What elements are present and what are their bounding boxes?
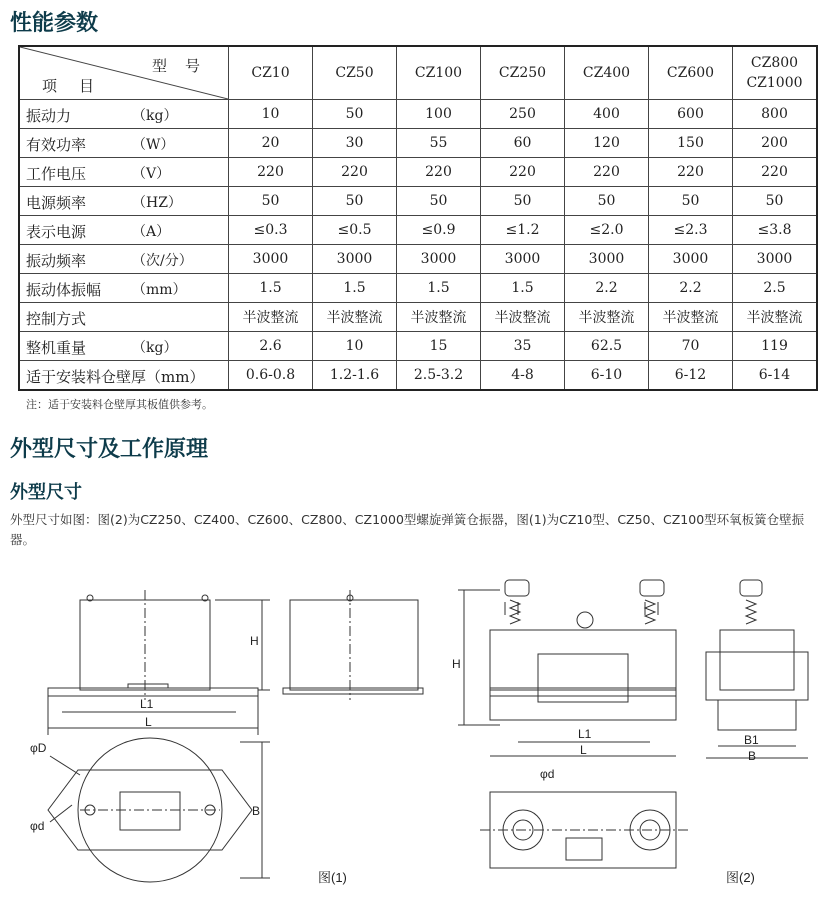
table-cell: 120 bbox=[565, 129, 649, 158]
table-cell: 600 bbox=[649, 100, 733, 129]
row-label-cell bbox=[19, 129, 229, 158]
row-parameter-name: 振动频率 bbox=[26, 252, 87, 270]
table-row bbox=[19, 216, 817, 245]
row-label-cell bbox=[19, 216, 229, 245]
dim-label-phid-large: φD bbox=[30, 741, 47, 755]
dim-label-h-fig1: H bbox=[250, 634, 259, 648]
row-parameter-name: 工作电压 bbox=[26, 165, 87, 183]
table-cell: 1.2-1.6 bbox=[313, 361, 397, 391]
table-row bbox=[19, 129, 817, 158]
table-row bbox=[19, 187, 817, 216]
row-parameter-unit: （次/分） bbox=[132, 253, 193, 269]
table-cell: 3000 bbox=[481, 245, 565, 274]
table-cell: 60 bbox=[481, 129, 565, 158]
row-parameter-name: 电源频率 bbox=[26, 194, 87, 212]
row-parameter-name: 振动力 bbox=[26, 107, 72, 125]
fig1-caption: 图(1) bbox=[318, 870, 347, 885]
row-parameter-unit: （HZ） bbox=[132, 195, 182, 211]
row-label-cell bbox=[19, 361, 229, 391]
table-cell: 50 bbox=[565, 187, 649, 216]
fig2-caption: 图(2) bbox=[726, 870, 755, 885]
model-header-cz600: CZ600 bbox=[649, 46, 733, 100]
table-cell: 50 bbox=[313, 100, 397, 129]
table-cell: 3000 bbox=[229, 245, 313, 274]
table-cell: 220 bbox=[733, 158, 818, 187]
table-cell: 半波整流 bbox=[481, 303, 565, 332]
model-header-cz50: CZ50 bbox=[313, 46, 397, 100]
table-header-row bbox=[19, 46, 817, 100]
fig2-top-view bbox=[480, 767, 690, 868]
row-parameter-name: 控制方式 bbox=[26, 310, 87, 328]
table-cell: 1.5 bbox=[229, 274, 313, 303]
fig1-top-view bbox=[30, 738, 270, 882]
row-parameter-unit: （kg） bbox=[132, 340, 178, 356]
dimension-drawings bbox=[0, 560, 821, 904]
table-cell: 3000 bbox=[649, 245, 733, 274]
row-label-cell bbox=[19, 274, 229, 303]
row-parameter-unit: （V） bbox=[132, 166, 171, 182]
table-cell: 半波整流 bbox=[397, 303, 481, 332]
table-cell: 220 bbox=[313, 158, 397, 187]
corner-label-model: 型号 bbox=[152, 57, 219, 75]
table-cell: 50 bbox=[229, 187, 313, 216]
dim-label-b-fig1: B bbox=[252, 804, 261, 818]
table-cell: 55 bbox=[397, 129, 481, 158]
table-cell: 6-14 bbox=[733, 361, 818, 391]
row-parameter-name: 表示电源 bbox=[26, 223, 87, 241]
dim-label-phid-fig2: φd bbox=[540, 767, 555, 781]
table-cell: 220 bbox=[565, 158, 649, 187]
table-row bbox=[19, 303, 817, 332]
dim-label-b1-fig2: B1 bbox=[744, 733, 759, 747]
table-cell: 4-8 bbox=[481, 361, 565, 391]
table-cell: 10 bbox=[229, 100, 313, 129]
table-cell: ≤2.0 bbox=[565, 216, 649, 245]
table-cell: 3000 bbox=[397, 245, 481, 274]
table-row bbox=[19, 274, 817, 303]
table-row bbox=[19, 100, 817, 129]
table-cell: 15 bbox=[397, 332, 481, 361]
table-row bbox=[19, 332, 817, 361]
table-cell: ≤0.5 bbox=[313, 216, 397, 245]
table-cell: 1.5 bbox=[481, 274, 565, 303]
row-label-cell bbox=[19, 187, 229, 216]
row-label-cell bbox=[19, 332, 229, 361]
table-cell: ≤0.9 bbox=[397, 216, 481, 245]
table-cell: 50 bbox=[481, 187, 565, 216]
row-parameter-unit: （W） bbox=[132, 137, 175, 153]
table-cell: 50 bbox=[313, 187, 397, 216]
fig1-side-view bbox=[48, 590, 270, 735]
table-cell: 10 bbox=[313, 332, 397, 361]
table-cell: ≤1.2 bbox=[481, 216, 565, 245]
section-title-dimensions-principle: 外型尺寸及工作原理 bbox=[10, 437, 209, 462]
table-cell: 6-12 bbox=[649, 361, 733, 391]
dim-label-h-fig2: H bbox=[452, 657, 461, 671]
table-cell: 0.6-0.8 bbox=[229, 361, 313, 391]
dimensions-description: 外型尺寸如图：图(2)为CZ250、CZ400、CZ600、CZ800、CZ1000型螺旋弹簧仓振器，图(1)为CZ10型、CZ50、CZ100型环氧板簧仓壁振器。 bbox=[10, 512, 805, 547]
table-cell: 400 bbox=[565, 100, 649, 129]
row-parameter-name: 振动体振幅 bbox=[26, 281, 102, 299]
fig2-side-view bbox=[452, 580, 676, 757]
row-parameter-unit: （A） bbox=[132, 224, 171, 240]
table-cell: 30 bbox=[313, 129, 397, 158]
table-cell: 半波整流 bbox=[565, 303, 649, 332]
table-cell: 2.2 bbox=[649, 274, 733, 303]
table-row bbox=[19, 245, 817, 274]
fig1-front-view bbox=[283, 590, 423, 700]
table-cell: 100 bbox=[397, 100, 481, 129]
model-header-cz800-cz1000 bbox=[733, 46, 818, 100]
table-footnote: 注：适于安装料仓壁厚其板值供参考。 bbox=[26, 398, 213, 411]
fig2-end-view bbox=[706, 580, 808, 763]
dim-label-phid-small-fig1: φd bbox=[30, 819, 45, 833]
dim-label-l1-fig2: L1 bbox=[578, 727, 592, 741]
table-cell: 6-10 bbox=[565, 361, 649, 391]
subsection-title-dimensions: 外型尺寸 bbox=[10, 482, 82, 503]
row-parameter-name: 有效功率 bbox=[26, 136, 87, 154]
table-cell: 2.6 bbox=[229, 332, 313, 361]
table-cell: 3000 bbox=[313, 245, 397, 274]
table-cell: 20 bbox=[229, 129, 313, 158]
table-cell: 50 bbox=[733, 187, 818, 216]
row-parameter-unit: （kg） bbox=[132, 108, 178, 124]
table-cell: 半波整流 bbox=[313, 303, 397, 332]
row-parameter-name: 适于安装料仓壁厚（mm） bbox=[26, 368, 205, 386]
table-cell: 3000 bbox=[565, 245, 649, 274]
model-header-cz1000: CZ1000 bbox=[746, 75, 803, 91]
table-cell: 1.5 bbox=[313, 274, 397, 303]
row-label-cell bbox=[19, 100, 229, 129]
dim-label-b-fig2: B bbox=[748, 749, 757, 763]
row-label-cell bbox=[19, 245, 229, 274]
table-cell: 220 bbox=[481, 158, 565, 187]
table-cell: 200 bbox=[733, 129, 818, 158]
table-cell: 150 bbox=[649, 129, 733, 158]
section-title-performance: 性能参数 bbox=[10, 11, 99, 36]
model-header-cz10: CZ10 bbox=[229, 46, 313, 100]
table-cell: 50 bbox=[649, 187, 733, 216]
row-label-cell bbox=[19, 303, 229, 332]
model-header-cz250: CZ250 bbox=[481, 46, 565, 100]
table-cell: 220 bbox=[397, 158, 481, 187]
model-header-cz800: CZ800 bbox=[750, 55, 799, 71]
table-cell: 62.5 bbox=[565, 332, 649, 361]
table-cell: 119 bbox=[733, 332, 818, 361]
table-cell: 35 bbox=[481, 332, 565, 361]
dim-label-l-fig2: L bbox=[580, 743, 587, 757]
dim-label-l1-fig1: L1 bbox=[140, 697, 154, 711]
table-cell: 220 bbox=[649, 158, 733, 187]
table-cell: 70 bbox=[649, 332, 733, 361]
table-cell: 2.2 bbox=[565, 274, 649, 303]
table-cell: 2.5-3.2 bbox=[397, 361, 481, 391]
row-label-cell bbox=[19, 158, 229, 187]
table-cell: ≤2.3 bbox=[649, 216, 733, 245]
model-header-cz100: CZ100 bbox=[397, 46, 481, 100]
dim-label-l-fig1: L bbox=[145, 715, 152, 729]
table-row bbox=[19, 158, 817, 187]
row-parameter-unit: （mm） bbox=[132, 282, 187, 298]
table-cell: 3000 bbox=[733, 245, 818, 274]
model-header-cz400: CZ400 bbox=[565, 46, 649, 100]
table-cell: ≤0.3 bbox=[229, 216, 313, 245]
table-cell: 半波整流 bbox=[649, 303, 733, 332]
table-cell: 1.5 bbox=[397, 274, 481, 303]
table-cell: 220 bbox=[229, 158, 313, 187]
table-cell: 2.5 bbox=[733, 274, 818, 303]
table-corner-cell bbox=[19, 46, 229, 100]
table-cell: 800 bbox=[733, 100, 818, 129]
table-cell: 50 bbox=[397, 187, 481, 216]
table-cell: 250 bbox=[481, 100, 565, 129]
table-cell: ≤3.8 bbox=[733, 216, 818, 245]
corner-label-item: 项目 bbox=[42, 77, 117, 95]
table-cell: 半波整流 bbox=[229, 303, 313, 332]
table-cell: 半波整流 bbox=[733, 303, 818, 332]
table-row bbox=[19, 361, 817, 391]
row-parameter-name: 整机重量 bbox=[26, 339, 87, 357]
spec-table bbox=[18, 45, 818, 391]
